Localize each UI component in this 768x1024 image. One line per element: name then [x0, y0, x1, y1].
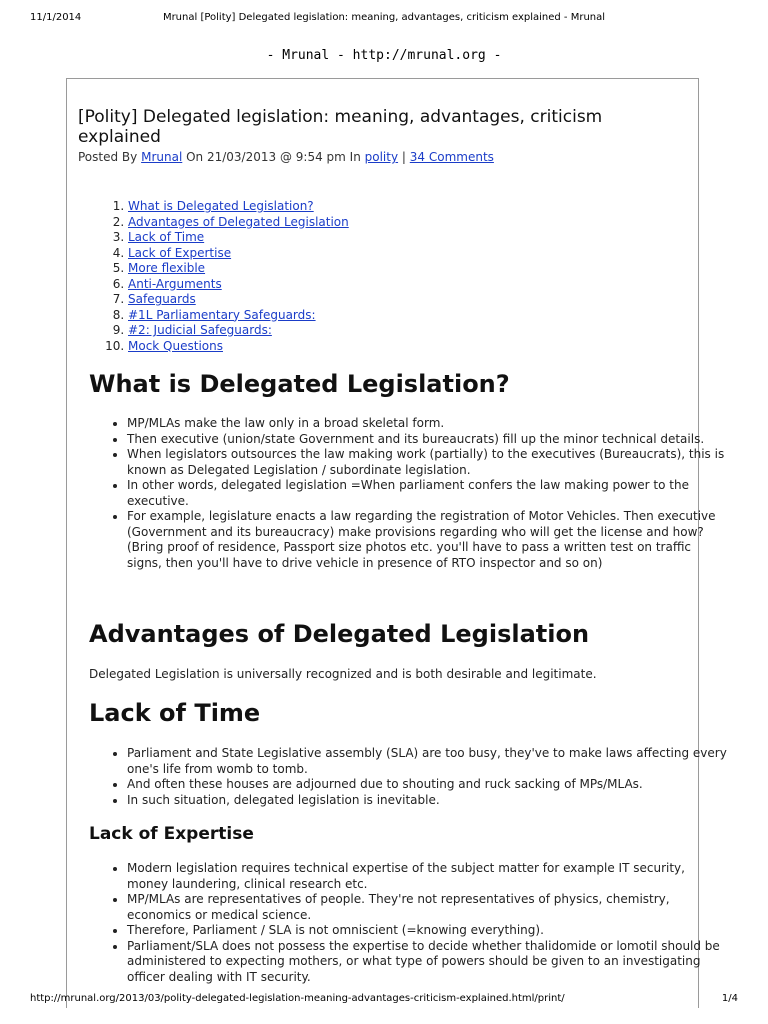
toc-item [128, 230, 349, 246]
post-date-text: On 21/03/2013 @ 9:54 pm In [186, 150, 361, 164]
print-footer-url: http://mrunal.org/2013/03/polity-delegated-legislation-meaning-advantages-criticism-explained.html/print/ [30, 993, 565, 1004]
list-item: • Modern legislation requires technical expertise of the subject matter for example IT security, money laundering, clinical research etc. [127, 861, 727, 892]
toc-item [128, 339, 349, 355]
list-item: • For example, legislature enacts a law regarding the registration of Motor Vehicles. Then executive (Government and its bureaucracy) make provisions regarding who will get the license and how? (Bring proof of residence, Passport size photos etc. you'll have to pass a written test on traffic signs, then you'll have to drive vehicle in presence of RTO inspector and so on) [127, 509, 727, 571]
advantages-text: Delegated Legislation is universally recognized and is both desirable and legitimate. [89, 667, 597, 681]
toc-item [128, 215, 349, 231]
toc-item [128, 308, 349, 324]
toc-link[interactable]: Safeguards [128, 292, 196, 306]
toc-item [128, 246, 349, 262]
lack-of-expertise-list [89, 861, 727, 985]
byline-separator: | [401, 150, 406, 164]
toc-link[interactable]: More flexible [128, 261, 206, 275]
posted-by-label: Posted By [78, 150, 138, 164]
toc-item [128, 292, 349, 308]
list-item: • MP/MLAs make the law only in a broad skeletal form. [127, 416, 727, 432]
list-item: • In other words, delegated legislation =When parliament confers the law making power to the executive. [127, 478, 727, 509]
toc-link[interactable]: Anti-Arguments [128, 276, 222, 291]
heading-advantages: Advantages of Delegated Legislation [89, 620, 590, 648]
heading-lack-of-time: Lack of Time [89, 699, 261, 727]
comments-link[interactable]: 34 Comments [409, 150, 494, 164]
toc-item [128, 323, 349, 339]
toc-item [128, 199, 349, 215]
list-item: • Therefore, Parliament / SLA is not omniscient (=knowing everything). [127, 923, 727, 939]
toc-link[interactable]: Mock Questions [128, 338, 223, 353]
table-of-contents [92, 199, 349, 354]
list-item: • Parliament and State Legislative assembly (SLA) are too busy, they've to make laws affecting every one's life from womb to tomb. [127, 746, 727, 777]
category-link[interactable]: polity [364, 150, 399, 164]
list-item: • In such situation, delegated legislation is inevitable. [127, 793, 727, 809]
list-item: • Parliament/SLA does not possess the expertise to decide whether thalidomide or lomotil should be administered to expecting mothers, or what type of powers should be given to an investigating officer dealing with IT security. [127, 939, 727, 986]
toc-item [128, 261, 349, 277]
toc-link[interactable]: What is Delegated Legislation? [128, 199, 314, 213]
what-is-list [89, 416, 727, 571]
lack-of-time-list [89, 746, 727, 808]
print-header-title: Mrunal [Polity] Delegated legislation: meaning, advantages, criticism explained - Mrunal [162, 12, 606, 23]
post-title: [Polity] Delegated legislation: meaning, advantages, criticism explained [78, 107, 603, 147]
list-item: • And often these houses are adjourned due to shouting and ruck sacking of MPs/MLAs. [127, 777, 727, 793]
list-item: • Then executive (union/state Government and its bureaucrats) fill up the minor technical details. [127, 432, 727, 448]
heading-lack-of-expertise: Lack of Expertise [89, 824, 254, 844]
byline [78, 150, 494, 164]
toc-item [128, 277, 349, 293]
list-item: • MP/MLAs are representatives of people. They're not representatives of physics, chemistry, economics or medical science. [127, 892, 727, 923]
print-page-number: 1/4 [721, 993, 738, 1004]
toc-link[interactable]: #1L Parliamentary Safeguards: [128, 307, 316, 322]
author-link[interactable]: Mrunal [141, 150, 183, 164]
toc-link[interactable]: Lack of Expertise [128, 245, 232, 260]
site-line: - Mrunal - http://mrunal.org - [266, 48, 502, 63]
list-item: • When legislators outsources the law making work (partially) to the executives (Bureaucrats), this is known as Delegated Legislation / subordinate legislation. [127, 447, 727, 478]
heading-what-is: What is Delegated Legislation? [89, 370, 510, 398]
toc-link[interactable]: #2: Judicial Safeguards: [128, 323, 272, 337]
print-date: 11/1/2014 [30, 12, 82, 23]
toc-link[interactable]: Lack of Time [128, 230, 205, 244]
toc-link[interactable]: Advantages of Delegated Legislation [128, 214, 349, 229]
